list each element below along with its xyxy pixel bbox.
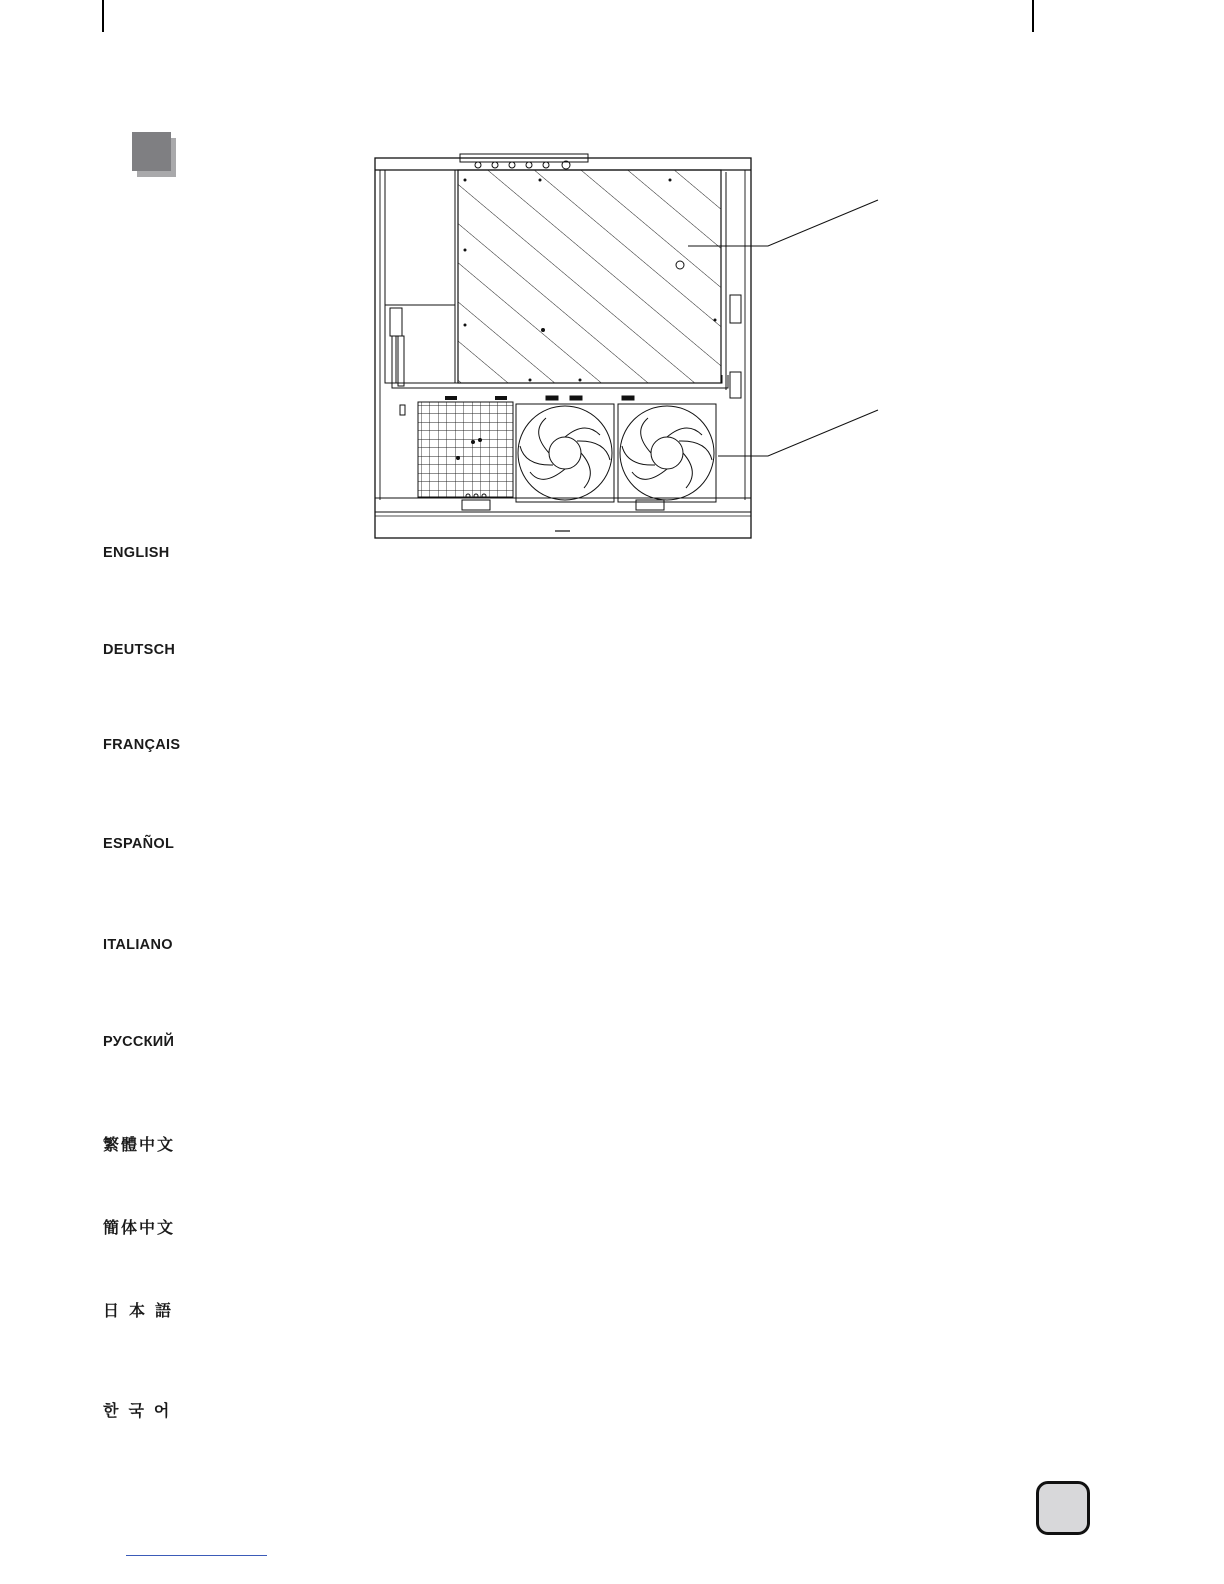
case-diagram bbox=[370, 150, 890, 545]
section-marker-square bbox=[132, 132, 171, 171]
lang-espanol-label: ESPAÑOL bbox=[103, 836, 175, 852]
footer-link-underline[interactable] bbox=[126, 1555, 267, 1556]
fan-right bbox=[618, 396, 716, 502]
crop-mark-left bbox=[102, 0, 104, 32]
side-rails bbox=[726, 172, 741, 398]
page-number-badge bbox=[1036, 1481, 1090, 1535]
lang-italiano-label: ITALIANO bbox=[103, 937, 173, 953]
psu-hatched-area bbox=[458, 170, 721, 383]
crop-mark-right bbox=[1032, 0, 1034, 32]
lang-deutsch-label: DEUTSCH bbox=[103, 642, 176, 658]
lang-trad-chinese-label: 繁體中文 bbox=[103, 1135, 176, 1154]
lang-francais-label: FRANÇAIS bbox=[103, 737, 181, 753]
lang-russian-label: РУССКИЙ bbox=[103, 1034, 175, 1050]
fan-left bbox=[516, 396, 614, 502]
lang-japanese-label: 日本語 bbox=[103, 1301, 182, 1320]
lang-korean-label: 한국어 bbox=[103, 1401, 180, 1420]
top-io-panel bbox=[460, 154, 588, 169]
lang-english-label: ENGLISH bbox=[103, 545, 170, 561]
lang-simp-chinese-label: 簡体中文 bbox=[103, 1218, 176, 1237]
mesh-panel bbox=[400, 396, 513, 497]
section-marker bbox=[132, 132, 178, 178]
